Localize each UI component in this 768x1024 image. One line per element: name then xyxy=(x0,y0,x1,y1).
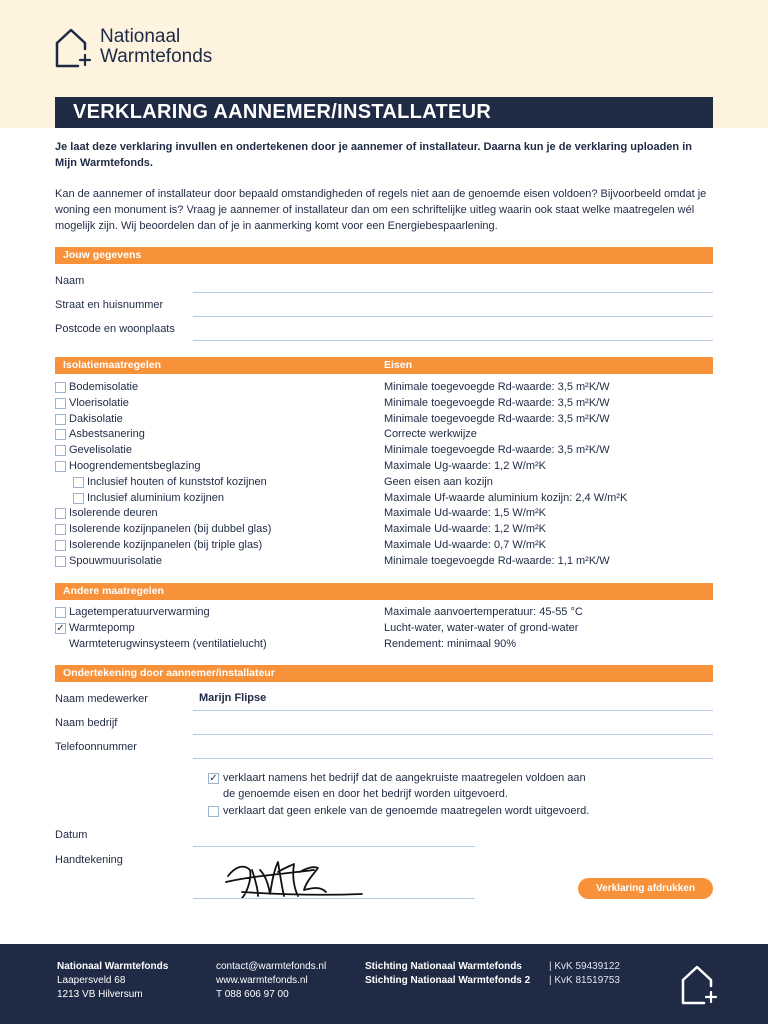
other-measure-requirement: Rendement: minimaal 90% xyxy=(384,637,517,650)
insulation-measure-label: Bodemisolatie xyxy=(69,381,139,393)
footer-foundation-2: Stichting Nationaal Warmtefonds 2 xyxy=(365,975,531,986)
section-signature-title: Ondertekening door aannemer/installateur xyxy=(63,667,275,679)
declare-1-label: verklaart namens het bedrijf dat de aangekruiste maatregelen voldoen aan xyxy=(223,772,586,784)
footer-kvk-2: | KvK 81519753 xyxy=(549,975,620,986)
insulation-measure-checkbox[interactable] xyxy=(55,556,66,567)
insulation-measure-requirement: Maximale Uf-waarde aluminium kozijn: 2,4 W/m²K xyxy=(384,491,628,504)
brand-line2: Warmtefonds xyxy=(100,46,213,67)
declare-1-row xyxy=(208,771,713,787)
insulation-measure-row xyxy=(55,380,713,396)
insulation-measure-label: Inclusief houten of kunststof kozijnen xyxy=(87,475,267,488)
insulation-measure-requirement: Minimale toegevoegde Rd-waarde: 3,5 m²K/W xyxy=(384,381,610,393)
field-label-company: Naam bedrijf xyxy=(55,717,118,729)
field-date-input[interactable] xyxy=(193,846,475,847)
other-measure-requirement: Lucht-water, water-water of grond-water xyxy=(384,621,579,634)
insulation-measure-checkbox[interactable] xyxy=(55,445,66,456)
other-measure-checkbox[interactable]: ✓ xyxy=(56,622,65,634)
footer-foundation-1: Stichting Nationaal Warmtefonds xyxy=(365,961,522,972)
footer-website[interactable]: www.warmtefonds.nl xyxy=(216,975,308,986)
insulation-measure-row xyxy=(55,412,713,428)
footer-kvk xyxy=(549,960,620,988)
insulation-measure-label: Gevelisolatie xyxy=(69,444,132,457)
insulation-measure-checkbox[interactable] xyxy=(55,540,66,551)
insulation-measure-row xyxy=(55,427,713,443)
other-measure-checkbox[interactable] xyxy=(55,607,66,618)
other-measure-row xyxy=(55,621,713,637)
insulation-measure-requirement: Maximale Ug-waarde: 1,2 W/m²K xyxy=(384,460,546,472)
footer-city: 1213 VB Hilversum xyxy=(57,989,143,1000)
field-label-employee: Naam medewerker xyxy=(55,693,148,705)
insulation-measure-checkbox[interactable] xyxy=(73,493,84,504)
declare-1-label-cont: de genoemde eisen en door het bedrijf worden uitgevoerd. xyxy=(223,788,508,800)
other-measure-row xyxy=(55,637,713,653)
print-declaration-button[interactable]: Verklaring afdrukken xyxy=(578,878,713,899)
insulation-measure-row xyxy=(55,459,713,475)
house-plus-icon xyxy=(54,27,92,69)
footer-address xyxy=(57,960,168,1002)
section-other-title: Andere maatregelen xyxy=(63,585,164,597)
insulation-measure-row xyxy=(55,491,713,507)
footer-email[interactable]: contact@warmtefonds.nl xyxy=(216,961,327,972)
insulation-measure-requirement: Maximale Ud-waarde: 0,7 W/m²K xyxy=(384,539,546,551)
insulation-measure-row xyxy=(55,443,713,459)
field-name-input[interactable] xyxy=(193,292,713,293)
insulation-measure-checkbox[interactable] xyxy=(55,382,66,393)
field-company-input[interactable] xyxy=(193,734,713,735)
section-insulation-req-title: Eisen xyxy=(384,359,413,371)
handwritten-signature xyxy=(222,852,372,902)
section-insulation-header xyxy=(55,357,713,374)
insulation-measure-checkbox[interactable] xyxy=(55,414,66,425)
insulation-measure-checkbox[interactable] xyxy=(55,398,66,409)
insulation-measure-checkbox[interactable] xyxy=(73,477,84,488)
declare-2-checkbox[interactable] xyxy=(208,806,219,817)
insulation-measure-label: Hoogrendementsbeglazing xyxy=(69,460,201,472)
insulation-measure-checkbox[interactable] xyxy=(55,508,66,519)
footer-house-plus-icon xyxy=(680,964,718,1006)
declare-2-row xyxy=(208,804,713,820)
field-signature-line[interactable] xyxy=(193,898,475,899)
intro-bold: Je laat deze verklaring invullen en ondertekenen door je aannemer of installateur. Daarna kun je de verklaring uploaden in Mijn Warmtefonds. xyxy=(55,141,692,169)
insulation-measure-requirement: Correcte werkwijze xyxy=(384,428,477,441)
title-bar xyxy=(55,97,713,128)
brand-line1: Nationaal xyxy=(100,26,181,47)
other-measure-label: Warmtepomp xyxy=(69,621,135,634)
field-employee-value[interactable]: Marijn Flipse xyxy=(199,692,267,704)
insulation-measure-row xyxy=(55,506,713,522)
other-measure-requirement: Maximale aanvoertemperatuur: 45-55 °C xyxy=(384,606,583,618)
insulation-measure-checkbox[interactable] xyxy=(55,524,66,535)
field-label-street: Straat en huisnummer xyxy=(55,299,164,311)
insulation-measure-label: Dakisolatie xyxy=(69,412,123,425)
field-label-signature: Handtekening xyxy=(55,854,123,866)
field-label-phone: Telefoonnummer xyxy=(55,741,137,753)
insulation-measure-requirement: Minimale toegevoegde Rd-waarde: 3,5 m²K/W xyxy=(384,396,610,409)
insulation-measure-label: Isolerende kozijnpanelen (bij triple glas) xyxy=(69,539,263,551)
insulation-measure-label: Isolerende kozijnpanelen (bij dubbel glas) xyxy=(69,523,272,536)
field-street-input[interactable] xyxy=(193,316,713,317)
field-label-date: Datum xyxy=(55,829,88,841)
insulation-measure-requirement: Maximale Ud-waarde: 1,2 W/m²K xyxy=(384,523,546,536)
insulation-measure-checkbox[interactable] xyxy=(55,461,66,472)
insulation-measure-row xyxy=(55,475,713,491)
section-signature-header xyxy=(55,665,713,682)
insulation-measure-row xyxy=(55,554,713,570)
insulation-measure-requirement: Minimale toegevoegde Rd-waarde: 3,5 m²K/W xyxy=(384,444,610,457)
footer-org-name: Nationaal Warmtefonds xyxy=(57,961,169,972)
field-label-name: Naam xyxy=(55,275,85,287)
footer-phone: T 088 606 97 00 xyxy=(216,989,289,1000)
insulation-measure-checkbox[interactable] xyxy=(55,429,66,440)
brand-logo xyxy=(54,27,212,69)
insulation-measure-label: Asbestsanering xyxy=(69,428,145,441)
field-postcode-input[interactable] xyxy=(193,340,713,341)
intro-text: Kan de aannemer of installateur door bepaald omstandigheden of regels niet aan de genoemde eisen voldoen? Bijvoorbeeld omdat je woning een monument is? Vraag je aannemer of installateur dan om een schriftelijke uitleg waarin ook staat welke maatregelen wél mogelijk zijn. Wij beoordelen dan of je in aanmerking komt voor een Energiebespaarlening. xyxy=(55,188,707,232)
insulation-measure-requirement: Minimale toegevoegde Rd-waarde: 3,5 m²K/W xyxy=(384,412,610,425)
insulation-measure-label: Inclusief aluminium kozijnen xyxy=(87,491,224,504)
insulation-measure-requirement: Geen eisen aan kozijn xyxy=(384,475,493,488)
footer xyxy=(0,944,768,1024)
insulation-measure-requirement: Minimale toegevoegde Rd-waarde: 1,1 m²K/W xyxy=(384,554,610,567)
section-personal-title: Jouw gegevens xyxy=(63,249,142,261)
field-employee-input[interactable] xyxy=(193,710,713,711)
insulation-measure-row xyxy=(55,396,713,412)
insulation-measure-label: Spouwmuurisolatie xyxy=(69,554,162,567)
other-measure-label: Warmteterugwinsysteem (ventilatielucht) xyxy=(69,637,267,650)
page-title: VERKLARING AANNEMER/INSTALLATEUR xyxy=(73,101,492,123)
section-other-header xyxy=(55,583,713,600)
insulation-measure-requirement: Maximale Ud-waarde: 1,5 W/m²K xyxy=(384,507,546,520)
footer-foundations xyxy=(365,960,530,988)
other-measure-row xyxy=(55,605,713,621)
insulation-measure-label: Isolerende deuren xyxy=(69,507,158,520)
footer-street: Laapersveld 68 xyxy=(57,975,126,986)
section-insulation-title: Isolatiemaatregelen xyxy=(63,359,162,371)
declare-1-checkbox[interactable]: ✓ xyxy=(209,773,218,784)
section-personal-header xyxy=(55,247,713,264)
insulation-measure-label: Vloerisolatie xyxy=(69,396,129,409)
other-measure-label: Lagetemperatuurverwarming xyxy=(69,606,210,618)
declare-2-label: verklaart dat geen enkele van de genoemde maatregelen wordt uitgevoerd. xyxy=(223,805,590,817)
footer-contact xyxy=(216,960,326,1002)
insulation-measure-row xyxy=(55,522,713,538)
field-phone-input[interactable] xyxy=(193,758,713,759)
footer-kvk-1: | KvK 59439122 xyxy=(549,961,620,972)
insulation-measure-row xyxy=(55,538,713,554)
field-label-postcode: Postcode en woonplaats xyxy=(55,323,175,335)
